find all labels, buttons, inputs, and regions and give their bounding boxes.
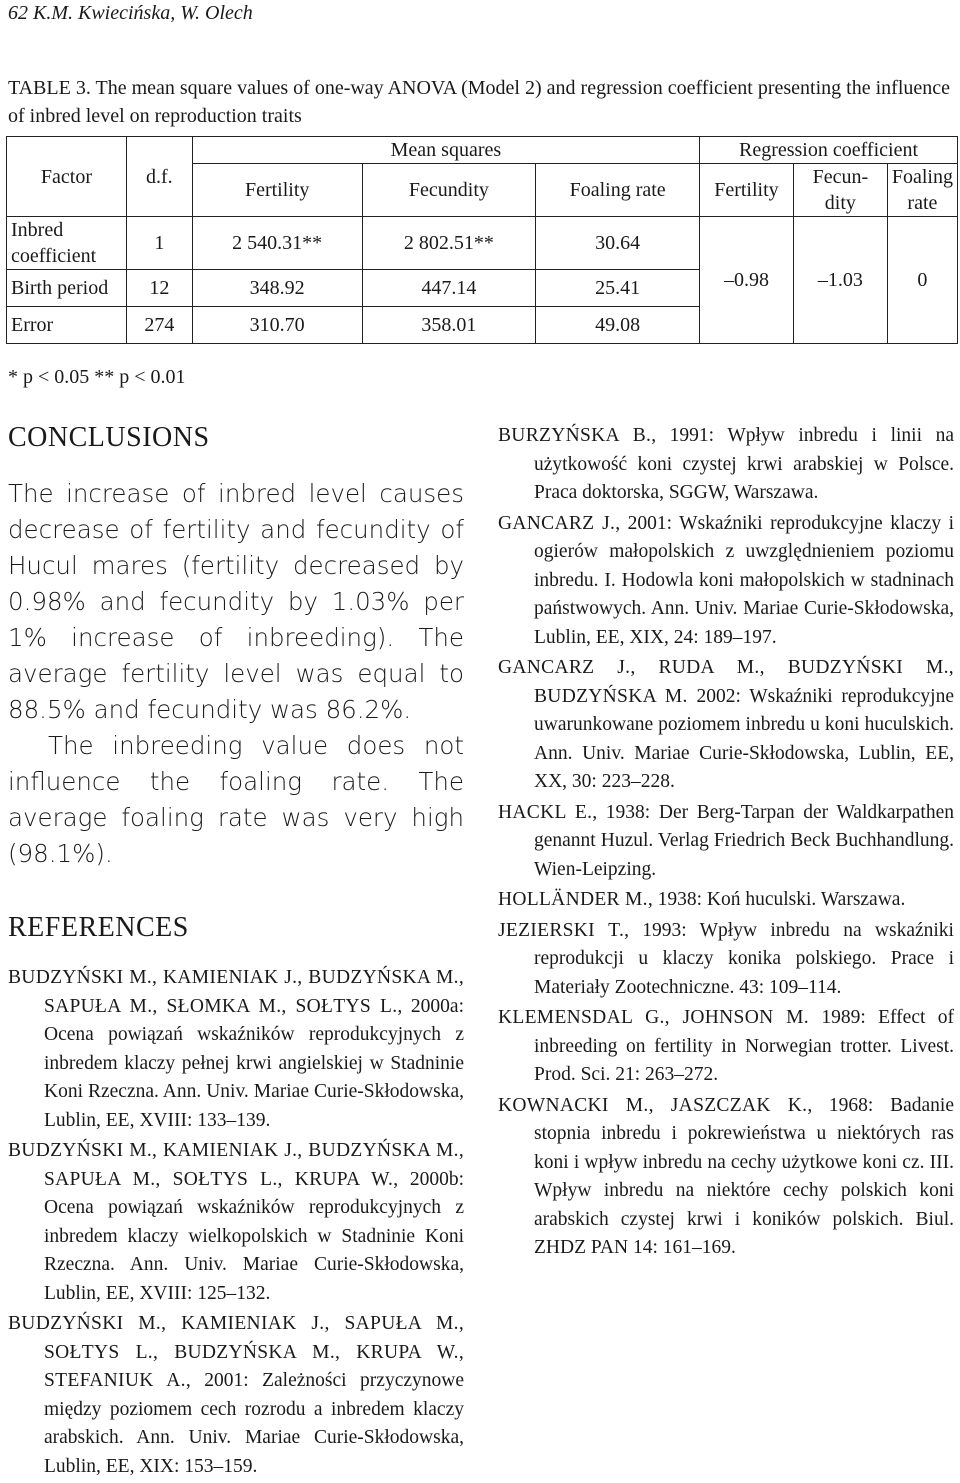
reference-authors: GANCARZ J., RUDA M., BUDZYŃSKI M., BUDZYŃSKA M. — [498, 657, 954, 707]
reference-text: 2002: Wskaźniki reprodukcyjne uwarunkowane poziomem inbredu u koni huculskich. Ann. Univ. Mariae Curie-Skłodowska, Lublin, EE, XX, 30: 223–228. — [534, 685, 955, 792]
rc-fecundity-value: –1.03 — [793, 217, 887, 344]
reference-item — [498, 886, 954, 915]
row-fecundity: 2 802.51** — [362, 217, 536, 270]
reference-text: , 1968: Badanie stopnia inbredu i pokrewieństwa u niektórych ras koni i wpływ inbredu na cechy użytkowe koni cz. III. Wpływ inbredu na niektóre cechy polskich koni arabskich czystej krwi i koników polskich. Biul. ZHDZ PAN 14: 161–169. — [534, 1094, 954, 1258]
row-df: 274 — [126, 307, 192, 344]
anova-table — [6, 136, 958, 344]
reference-text: , 2000a: Ocena powiązań wskaźników reprodukcyjnych z inbredem klaczy pełnej krwi angielskiej w Stadninie Koni Rzeczna. Ann. Univ. Mariae Curie-Skłodowska, Lublin, EE, XVIII: 133–139. — [44, 995, 464, 1131]
reference-item — [498, 799, 954, 885]
reference-authors: JEZIERSKI T. — [498, 919, 625, 941]
left-column — [8, 422, 464, 1483]
reference-item — [498, 1004, 954, 1090]
header-df: d.f. — [126, 137, 192, 217]
header-ms-foaling: Foaling rate — [536, 164, 700, 217]
reference-item — [8, 1137, 464, 1308]
reference-item — [498, 1092, 954, 1263]
row-factor: Birth period — [7, 270, 127, 307]
conclusions-paragraph: The inbreeding value does not influence the foaling rate. The average foaling rate was very high (98.1%). — [8, 731, 464, 868]
conclusions-body — [8, 476, 464, 872]
row-foaling: 25.41 — [536, 270, 700, 307]
reference-authors: BUDZYŃSKI M., KAMIENIAK J., BUDZYŃSKA M., SAPUŁA M., SOŁTYS L., KRUPA W. — [8, 1140, 464, 1190]
reference-item — [8, 964, 464, 1135]
row-df: 12 — [126, 270, 192, 307]
table-row — [7, 217, 958, 270]
reference-text: , 1991: Wpływ inbredu i linii na użytkowość koni czystej krwi arabskiej w Polsce. Praca doktorska, SGGW, Warszawa. — [534, 425, 955, 503]
reference-text: , 1993: Wpływ inbredu na wskaźniki reprodukcji u klaczy konika polskiego. Prace i Materiały Zootechniczne. 43: 109–114. — [534, 919, 954, 998]
row-fertility: 310.70 — [192, 307, 362, 344]
reference-authors: BURZYŃSKA B. — [498, 425, 652, 446]
reference-item — [498, 510, 954, 653]
header-factor: Factor — [7, 137, 127, 217]
header-ms-fertility: Fertility — [192, 164, 362, 217]
right-column — [498, 422, 954, 1265]
row-factor: Inbred coefficient — [7, 217, 127, 270]
reference-item — [498, 917, 954, 1003]
row-df: 1 — [126, 217, 192, 270]
table-caption: TABLE 3. The mean square values of one-way ANOVA (Model 2) and regression coefficient presenting the influence of inbred level on reproduction traits — [8, 77, 951, 127]
reference-authors: BUDZYŃSKI M., KAMIENIAK J., SAPUŁA M., SOŁTYS L., BUDZYŃSKA M., KRUPA W., STEFANIUK A. — [8, 1313, 464, 1391]
significance-note: * p < 0.05 ** p < 0.01 — [8, 366, 186, 388]
reference-text: 1989: Effect of inbreeding on fertility in Norwegian trotter. Livest. Prod. Sci. 21: 263–272. — [534, 1007, 955, 1085]
reference-text: , 2001: Zależności przyczynowe między poziomem cech rozrodu a inbredem klaczy arabskich. Ann. Univ. Mariae Curie-Skłodowska, Lublin, EE, XIX: 153–159. — [44, 1370, 464, 1477]
row-fecundity: 358.01 — [362, 307, 536, 344]
row-foaling: 30.64 — [536, 217, 700, 270]
reference-text: , 2001: Wskaźniki reprodukcyjne klaczy i ogierów małopolskich z uwzględnieniem poziomu inbredu. I. Hodowla koni małopolskich w stadninach państwowych. Ann. Univ. Mariae Curie-Skłodowska, Lublin, EE, XIX, 24: 189–197. — [534, 512, 954, 648]
reference-text: , 1938: Koń huculski. Warszawa. — [647, 889, 906, 910]
row-factor: Error — [7, 307, 127, 344]
reference-authors: KLEMENSDAL G., JOHNSON M. — [498, 1007, 809, 1028]
page-header: 62 K.M. Kwiecińska, W. Olech — [8, 2, 253, 24]
reference-item — [498, 422, 954, 508]
reference-text: , 1938: Der Berg-Tarpan der Waldkarpathen genannt Huzul. Verlag Friedrich Beck Buchhandlung. Wien-Leipzing. — [534, 801, 954, 880]
reference-authors: HACKL E. — [498, 801, 593, 823]
conclusions-paragraph: The increase of inbred level causes decrease of fertility and fecundity of Hucul mares (fertility decreased by 0.98% and fecundity by 1.03% per 1% increase of inbreeding). The average fertility level was equal to 88.5% and fecundity was 86.2%. — [8, 479, 464, 724]
header-regression: Regression coefficient — [699, 137, 957, 164]
header-ms-fecundity: Fecundity — [362, 164, 536, 217]
references-list-right — [498, 422, 954, 1263]
row-fertility: 2 540.31** — [192, 217, 362, 270]
header-mean-squares: Mean squares — [192, 137, 699, 164]
reference-authors: BUDZYŃSKI M., KAMIENIAK J., BUDZYŃSKA M., SAPUŁA M., SŁOMKA M., SOŁTYS L. — [8, 967, 464, 1017]
header-rc-foaling: Foaling rate — [887, 164, 957, 217]
references-list-left — [8, 964, 464, 1481]
reference-text: , 2000b: Ocena powiązań wskaźników reprodukcyjnych z inbredem klaczy wielkopolskich w Stadninie Koni Rzeczna. Ann. Univ. Mariae Curie-Skłodowska, Lublin, EE, XVIII: 125–132. — [44, 1168, 464, 1304]
header-rc-fecundity: Fecun-dity — [793, 164, 887, 217]
rc-fertility-value: –0.98 — [699, 217, 793, 344]
rc-foaling-value: 0 — [887, 217, 957, 344]
header-rc-fertility: Fertility — [699, 164, 793, 217]
row-foaling: 49.08 — [536, 307, 700, 344]
conclusions-title: CONCLUSIONS — [8, 422, 210, 453]
reference-item — [498, 654, 954, 797]
references-title: REFERENCES — [8, 912, 189, 943]
reference-authors: KOWNACKI M., JASZCZAK K. — [498, 1094, 808, 1116]
reference-authors: HOLLÄNDER M. — [498, 889, 648, 910]
reference-item — [8, 1310, 464, 1481]
row-fecundity: 447.14 — [362, 270, 536, 307]
row-fertility: 348.92 — [192, 270, 362, 307]
reference-authors: GANCARZ J. — [498, 512, 616, 534]
